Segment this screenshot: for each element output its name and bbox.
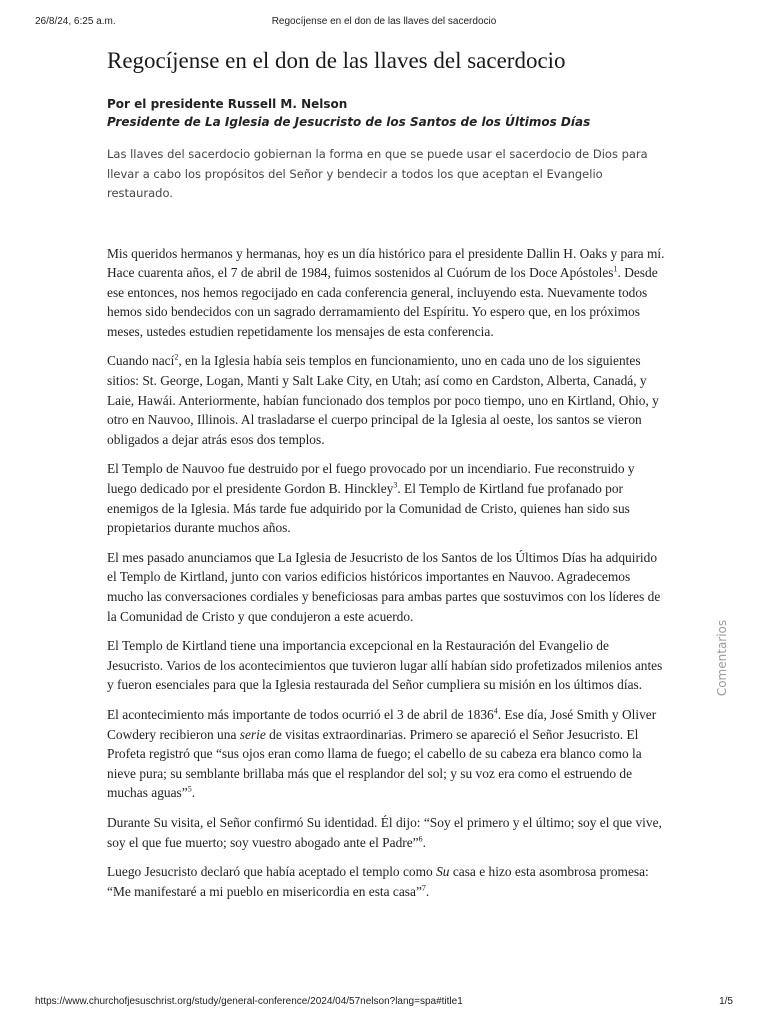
body-paragraph: El mes pasado anunciamos que La Iglesia de Jesucristo de los Santos de los Últimos Días ha adquirido el Templo de Kirtland, junto con varios edificios históricos importantes en Nauvoo. Agradecemos mucho las conversaciones cordiales y beneficiosas para ambas partes que sostuvimos con los líderes de la Comunidad de Cristo y que condujeron a este acuerdo. (107, 549, 661, 624)
print-date: 26/8/24, 6:25 a.m. (35, 16, 116, 27)
article-body (107, 244, 667, 902)
article-title: Regocíjense en el don de las llaves del sacerdocio (107, 48, 566, 73)
body-paragraph: Cuando nací$^2$, en la Iglesia había seis templos en funcionamiento, uno en cada uno de los siguientes sitios: St. George, Logan, Manti y Salt Lake City, en Utah; así como en Cardston, Alberta, Canadá, y Laie, Hawái. Anteriormente, habían funcionado dos templos por poco tiempo, uno en Kirtland, Ohio, y otro en Nauvoo, Illinois. Al trasladarse el cuerpo principal de la Iglesia al oeste, los santos se vieron obligados a dejar atrás esos dos templos. (107, 353, 659, 447)
print-header (35, 16, 733, 30)
article-kicker: Las llaves del sacerdocio gobiernan la forma en que se puede usar el sacerdocio de Dios para llevar a cabo los propósitos del Señor y bendecir a todos los que aceptan el Evangelio restaurado. (107, 147, 648, 200)
print-url: https://www.churchofjesuschrist.org/study/general-conference/2024/04/57nelson?lang=spa#title1 (35, 996, 463, 1007)
body-paragraph: Durante Su visita, el Señor confirmó Su identidad. Él dijo: “Soy el primero y el último; soy el que vive, soy el que fue muerto; soy vuestro abogado ante el Padre”$^6$. (107, 814, 662, 850)
footnote-ref[interactable]: 6 (418, 834, 423, 844)
body-paragraph: Luego Jesucristo declaró que había aceptado el templo como Su casa e hizo esta asombrosa promesa: “Me manifestaré a mi pueblo en misericordia en esta casa”$^7$. (107, 864, 649, 899)
print-footer (35, 996, 733, 1010)
body-paragraph: El Templo de Kirtland tiene una importancia excepcional en la Restauración del Evangelio de Jesucristo. Varios de los acontecimientos que tuvieron lugar allí habían sido profetizados milenios antes y fueron esenciales para que la Iglesia restaurada del Señor cumpliera su misión en los últimos días. (107, 638, 663, 693)
footnote-ref[interactable]: 7 (421, 883, 426, 893)
print-page-title: Regocíjense en el don de las llaves del sacerdocio (271, 16, 497, 27)
footnote-ref[interactable]: 1 (613, 264, 618, 274)
byline (107, 95, 667, 131)
footnote-ref[interactable]: 3 (393, 480, 398, 490)
article (107, 46, 667, 911)
body-paragraph: El Templo de Nauvoo fue destruido por el fuego provocado por un incendiario. Fue reconstruido y luego dedicado por el presidente Gordon B. Hinckley$^3$. El Templo de Kirtland fue profanado por enemigos de la Iglesia. Más tarde fue adquirido por la Comunidad de Cristo, quienes han sido sus propietarios durante muchos años. (107, 461, 635, 536)
comments-tab[interactable] (712, 617, 732, 699)
body-paragraph: Mis queridos hermanos y hermanas, hoy es un día histórico para el presidente Dallin H. Oaks y para mí. Hace cuarenta años, el 7 de abril de 1984, fuimos sostenidos al Cuórum de los Doce Apóstoles$^1$. Desde ese entonces, nos hemos regocijado en cada conferencia general, incluyendo esta. Nuevamente todos hemos sido bendecidos con un sagrado derramamiento del Espíritu. Yo espero que, en los próximos meses, ustedes estudien repetidamente los mensajes de esta conferencia. (107, 245, 665, 339)
comments-tab-label: Comentarios (715, 619, 729, 697)
footnote-ref[interactable]: 2 (174, 353, 179, 362)
body-paragraph: El acontecimiento más importante de todos ocurrió el 3 de abril de 1836$^4$. Ese día, José Smith y Oliver Cowdery recibieron una serie de visitas extraordinarias. Primero se apareció el Señor Jesucristo. El Profeta registró que “sus ojos eran como llama de fuego; el cabello de su cabeza era blanco como la nieve pura; su semblante brillaba más que el resplandor del sol; y su voz era como el estruendo de muchas aguas”$^5$. (107, 706, 657, 801)
footnote-ref[interactable]: 5 (187, 784, 192, 794)
footnote-ref[interactable]: 4 (493, 706, 498, 716)
author-role: Presidente de La Iglesia de Jesucristo de los Santos de los Últimos Días (107, 115, 591, 129)
page-number: 1/5 (719, 996, 733, 1007)
author-name: Por el presidente Russell M. Nelson (107, 97, 348, 111)
